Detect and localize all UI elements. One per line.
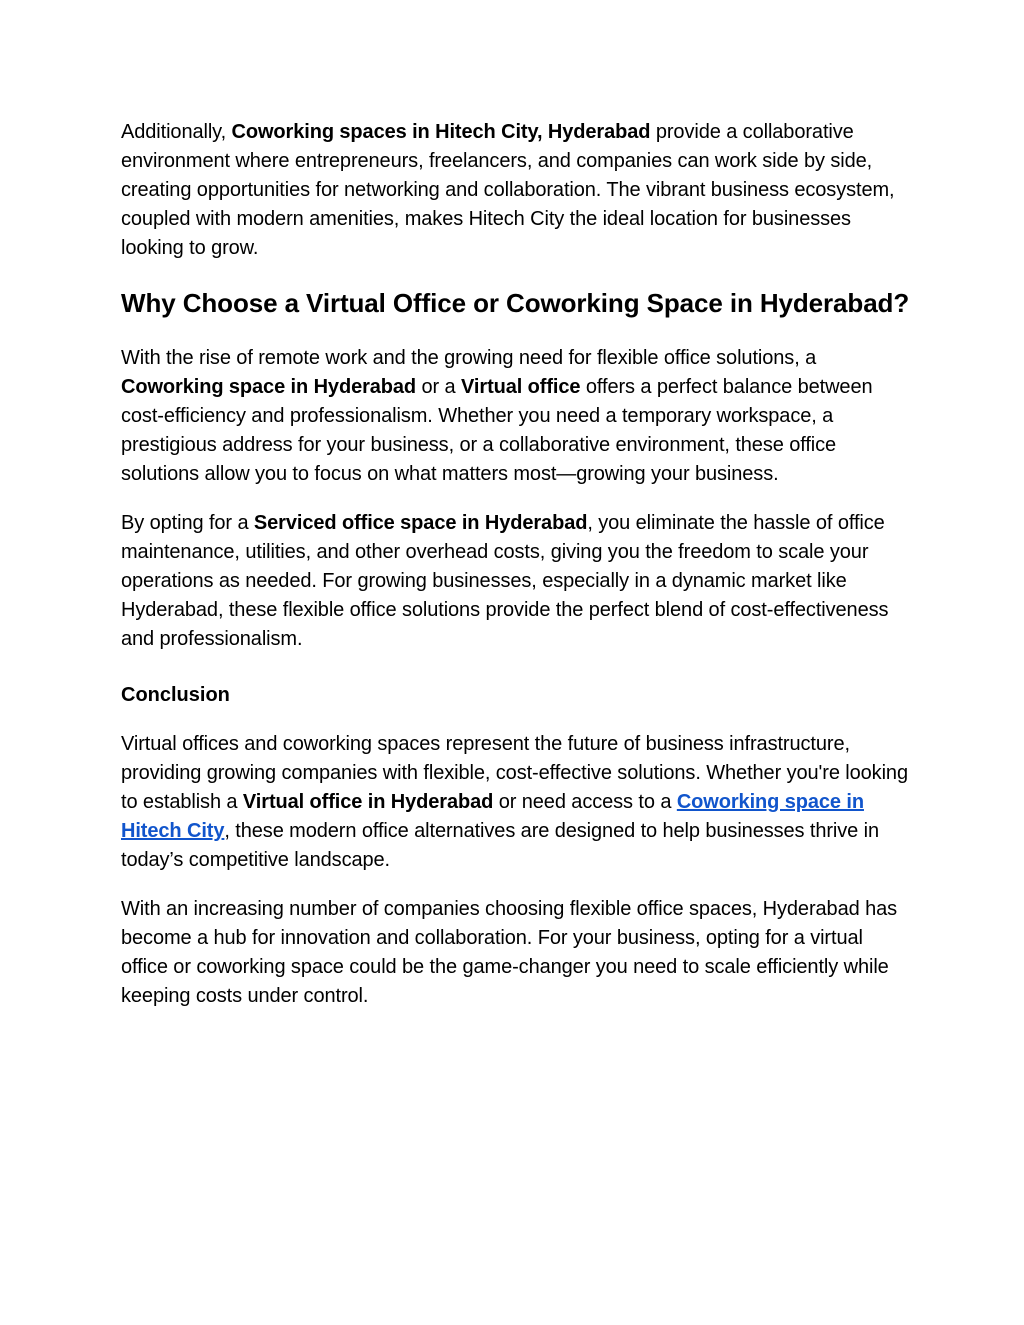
paragraph-conclusion	[121, 730, 911, 875]
paragraph-serviced-office	[121, 509, 911, 654]
text-run: Virtual offices and coworking spaces represent the future of business infrastructure, providing growing companies with flexible, cost-effective solutions. Whether you're looking to establish a	[121, 733, 908, 813]
text-run: With an increasing number of companies choosing flexible office spaces, Hyderabad has become a hub for innovation and collaboration. For your business, opting for a virtual office or coworking space could be the game-changer you need to scale efficiently while keeping costs under control.	[121, 898, 898, 1007]
document-page	[121, 118, 911, 1011]
text-run: By opting for a	[121, 512, 254, 534]
bold-phrase: Coworking space in Hyderabad	[121, 376, 417, 398]
bold-phrase: Serviced office space in Hyderabad	[253, 512, 588, 534]
paragraph-remote-work	[121, 344, 911, 489]
section-heading-why-choose: Why Choose a Virtual Office or Coworking Space in Hyderabad?	[121, 288, 910, 318]
coworking-hitech-city-link[interactable]: Coworking space in Hitech City	[121, 791, 864, 842]
text-run: With the rise of remote work and the growing need for flexible office solutions, a	[121, 347, 817, 369]
text-run: or need access to a	[493, 791, 677, 813]
text-run: Additionally,	[121, 121, 232, 143]
paragraph-closing	[121, 895, 911, 1011]
text-run: provide a collaborative environment where entrepreneurs, freelancers, and companies can work side by side, creating opportunities for networking and collaboration. The vibrant business ecosystem, coupled with modern amenities, makes Hitech City the ideal location for businesses looking to grow.	[121, 121, 895, 259]
text-run: or a	[416, 376, 462, 398]
bold-phrase: Virtual office	[461, 376, 581, 398]
text-run: , you eliminate the hassle of office maintenance, utilities, and other overhead costs, giving you the freedom to scale your operations as needed. For growing businesses, especially in a dynamic market like Hyderabad, these flexible office solutions provide the perfect blend of cost-effectiveness and professionalism.	[121, 512, 889, 650]
text-run: offers a perfect balance between cost-efficiency and professionalism. Whether you need a temporary workspace, a prestigious address for your business, or a collaborative environment, these office solutions allow you to focus on what matters most—growing your business.	[121, 376, 873, 485]
paragraph-intro	[121, 118, 911, 263]
bold-phrase: Virtual office in Hyderabad	[242, 791, 494, 813]
bold-phrase: Coworking spaces in Hitech City, Hyderabad	[231, 121, 651, 143]
section-heading-conclusion: Conclusion	[121, 684, 230, 706]
text-run: , these modern office alternatives are designed to help businesses thrive in today’s competitive landscape.	[121, 820, 880, 871]
